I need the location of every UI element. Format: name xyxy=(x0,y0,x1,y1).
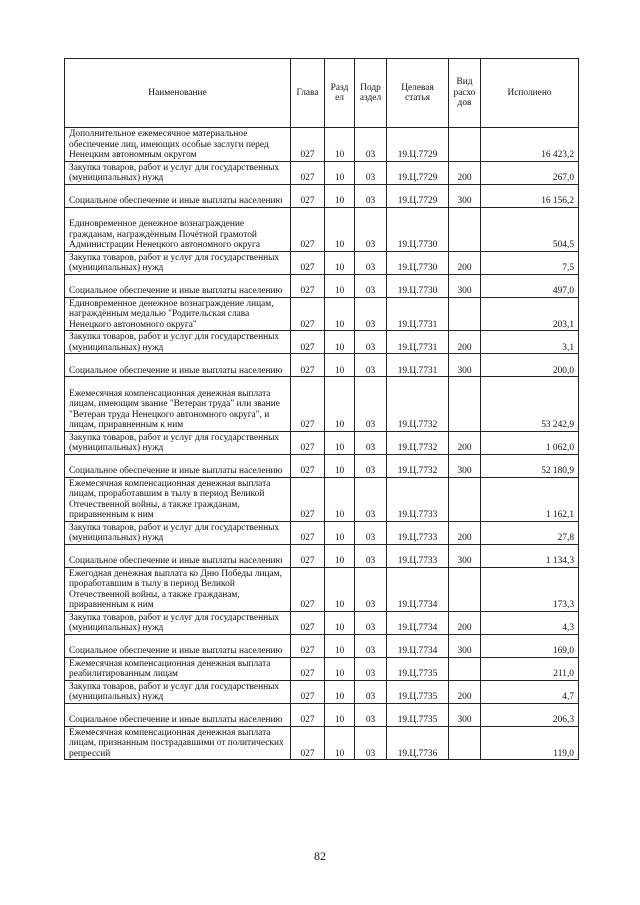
row-target: 19.Ц.7735 xyxy=(387,680,449,703)
row-chapter: 027 xyxy=(291,161,325,184)
row-section: 10 xyxy=(325,567,355,611)
table-row xyxy=(65,454,579,477)
row-target: 19.Ц.7732 xyxy=(387,454,449,477)
row-target: 19.Ц.7734 xyxy=(387,634,449,657)
row-expense-type: 200 xyxy=(449,680,481,703)
row-executed: 52 180,9 xyxy=(481,454,579,477)
row-expense-type: 200 xyxy=(449,521,481,544)
row-chapter: 027 xyxy=(291,454,325,477)
row-chapter: 027 xyxy=(291,377,325,432)
row-section: 10 xyxy=(325,634,355,657)
header-executed: Исполнено xyxy=(481,59,579,128)
table-row xyxy=(65,634,579,657)
table-row xyxy=(65,703,579,726)
row-executed: 1 062,0 xyxy=(481,431,579,454)
row-name: Закупка товаров, работ и услуг для государственных (муниципальных) нужд xyxy=(65,251,291,274)
table-header-row xyxy=(65,59,579,128)
header-section: Разд ел xyxy=(325,59,355,128)
page-number: 82 xyxy=(314,849,326,863)
row-target: 19.Ц.7734 xyxy=(387,567,449,611)
row-name: Социальное обеспечение и иные выплаты населению xyxy=(65,634,291,657)
row-subsection: 03 xyxy=(355,634,387,657)
row-name: Ежегодная денежная выплата ко Дню Победы лицам, проработавшим в тылу в период Великой Отечественной войны, а также гражданам, приравненным к ним xyxy=(65,567,291,611)
row-expense-type: 300 xyxy=(449,634,481,657)
row-executed: 267,0 xyxy=(481,161,579,184)
table-row xyxy=(65,161,579,184)
table-row xyxy=(65,544,579,567)
row-executed: 1 162,1 xyxy=(481,477,579,521)
row-expense-type: 300 xyxy=(449,454,481,477)
table-body xyxy=(65,128,579,760)
row-executed: 27,8 xyxy=(481,521,579,544)
row-subsection: 03 xyxy=(355,184,387,207)
row-target: 19.Ц.7733 xyxy=(387,544,449,567)
row-section: 10 xyxy=(325,331,355,354)
row-executed: 211,0 xyxy=(481,657,579,680)
row-subsection: 03 xyxy=(355,611,387,634)
table-row xyxy=(65,207,579,251)
row-section: 10 xyxy=(325,207,355,251)
row-expense-type: 300 xyxy=(449,703,481,726)
table-row xyxy=(65,680,579,703)
header-name: Наименование xyxy=(65,59,291,128)
row-target: 19.Ц.7731 xyxy=(387,297,449,331)
row-name: Социальное обеспечение и иные выплаты населению xyxy=(65,544,291,567)
row-name: Закупка товаров, работ и услуг для государственных (муниципальных) нужд xyxy=(65,331,291,354)
row-section: 10 xyxy=(325,680,355,703)
row-name: Единовременное денежное вознаграждение лицам, награждённым медалью "Родительская слава Ненецкого автономного округа" xyxy=(65,297,291,331)
row-subsection: 03 xyxy=(355,354,387,377)
row-chapter: 027 xyxy=(291,128,325,162)
row-executed: 119,0 xyxy=(481,726,579,760)
table-row xyxy=(65,297,579,331)
row-executed: 16 156,2 xyxy=(481,184,579,207)
row-section: 10 xyxy=(325,544,355,567)
row-executed: 173,3 xyxy=(481,567,579,611)
row-subsection: 03 xyxy=(355,377,387,432)
row-target: 19.Ц.7732 xyxy=(387,377,449,432)
row-expense-type xyxy=(449,477,481,521)
table-row xyxy=(65,354,579,377)
table-row xyxy=(65,567,579,611)
row-subsection: 03 xyxy=(355,297,387,331)
row-chapter: 027 xyxy=(291,354,325,377)
row-section: 10 xyxy=(325,297,355,331)
table-row xyxy=(65,128,579,162)
table-row xyxy=(65,251,579,274)
row-expense-type xyxy=(449,567,481,611)
row-executed: 4,3 xyxy=(481,611,579,634)
row-chapter: 027 xyxy=(291,297,325,331)
row-section: 10 xyxy=(325,354,355,377)
row-expense-type xyxy=(449,726,481,760)
row-section: 10 xyxy=(325,703,355,726)
row-expense-type xyxy=(449,377,481,432)
row-chapter: 027 xyxy=(291,726,325,760)
row-expense-type: 300 xyxy=(449,544,481,567)
row-chapter: 027 xyxy=(291,184,325,207)
row-subsection: 03 xyxy=(355,207,387,251)
row-section: 10 xyxy=(325,521,355,544)
row-subsection: 03 xyxy=(355,703,387,726)
row-expense-type xyxy=(449,297,481,331)
row-name: Социальное обеспечение и иные выплаты населению xyxy=(65,703,291,726)
row-name: Дополнительное ежемесячное материальное обеспечение лиц, имеющих особые заслуги перед Ненецким автономным округом xyxy=(65,128,291,162)
row-executed: 1 134,3 xyxy=(481,544,579,567)
budget-table xyxy=(64,58,579,760)
row-subsection: 03 xyxy=(355,521,387,544)
row-name: Закупка товаров, работ и услуг для государственных (муниципальных) нужд xyxy=(65,161,291,184)
row-subsection: 03 xyxy=(355,161,387,184)
row-name: Социальное обеспечение и иные выплаты населению xyxy=(65,354,291,377)
table-row xyxy=(65,377,579,432)
table-row xyxy=(65,521,579,544)
row-chapter: 027 xyxy=(291,331,325,354)
row-section: 10 xyxy=(325,726,355,760)
row-executed: 203,1 xyxy=(481,297,579,331)
row-executed: 200,0 xyxy=(481,354,579,377)
row-expense-type: 200 xyxy=(449,251,481,274)
row-chapter: 027 xyxy=(291,274,325,297)
row-expense-type: 200 xyxy=(449,331,481,354)
row-section: 10 xyxy=(325,657,355,680)
row-section: 10 xyxy=(325,184,355,207)
row-section: 10 xyxy=(325,161,355,184)
row-chapter: 027 xyxy=(291,611,325,634)
row-chapter: 027 xyxy=(291,251,325,274)
row-target: 19.Ц.7735 xyxy=(387,657,449,680)
row-section: 10 xyxy=(325,431,355,454)
row-expense-type xyxy=(449,128,481,162)
table-row xyxy=(65,611,579,634)
header-target: Целевая статья xyxy=(387,59,449,128)
row-subsection: 03 xyxy=(355,477,387,521)
row-target: 19.Ц.7733 xyxy=(387,521,449,544)
row-section: 10 xyxy=(325,477,355,521)
row-target: 19.Ц.7730 xyxy=(387,207,449,251)
row-section: 10 xyxy=(325,274,355,297)
row-executed: 504,5 xyxy=(481,207,579,251)
row-name: Ежемесячная компенсационная денежная выплата лицам, имеющим звание "Ветеран труда" или звание "Ветеран труда Ненецкого автономного округа", и лицам, приравненным к ним xyxy=(65,377,291,432)
row-target: 19.Ц.7729 xyxy=(387,184,449,207)
row-target: 19.Ц.7730 xyxy=(387,251,449,274)
table-row xyxy=(65,331,579,354)
row-chapter: 027 xyxy=(291,477,325,521)
row-name: Социальное обеспечение и иные выплаты населению xyxy=(65,454,291,477)
row-name: Закупка товаров, работ и услуг для государственных (муниципальных) нужд xyxy=(65,521,291,544)
row-subsection: 03 xyxy=(355,454,387,477)
row-subsection: 03 xyxy=(355,567,387,611)
row-executed: 7,5 xyxy=(481,251,579,274)
row-expense-type: 300 xyxy=(449,274,481,297)
row-chapter: 027 xyxy=(291,680,325,703)
row-target: 19.Ц.7729 xyxy=(387,128,449,162)
row-subsection: 03 xyxy=(355,726,387,760)
row-chapter: 027 xyxy=(291,567,325,611)
row-name: Ежемесячная компенсационная денежная выплата реабилитированным лицам xyxy=(65,657,291,680)
row-name: Единовременное денежное вознаграждение гражданам, награждённым Почётной грамотой Администрации Ненецкого автономного округа xyxy=(65,207,291,251)
row-expense-type: 200 xyxy=(449,611,481,634)
header-subsection: Подр аздел xyxy=(355,59,387,128)
row-name: Ежемесячная компенсационная денежная выплата лицам, проработавшим в тылу в период Великой Отечественной войны, а также гражданам, приравненным к ним xyxy=(65,477,291,521)
row-name: Закупка товаров, работ и услуг для государственных (муниципальных) нужд xyxy=(65,680,291,703)
row-expense-type xyxy=(449,657,481,680)
row-chapter: 027 xyxy=(291,657,325,680)
row-executed: 169,0 xyxy=(481,634,579,657)
row-chapter: 027 xyxy=(291,703,325,726)
table-row xyxy=(65,431,579,454)
row-name: Закупка товаров, работ и услуг для государственных (муниципальных) нужд xyxy=(65,611,291,634)
row-target: 19.Ц.7730 xyxy=(387,274,449,297)
row-executed: 206,3 xyxy=(481,703,579,726)
row-subsection: 03 xyxy=(355,274,387,297)
header-chapter: Глава xyxy=(291,59,325,128)
row-expense-type: 300 xyxy=(449,184,481,207)
row-expense-type: 200 xyxy=(449,161,481,184)
row-name: Ежемесячная компенсационная денежная выплата лицам, признанным пострадавшими от политических репрессий xyxy=(65,726,291,760)
table-row xyxy=(65,477,579,521)
row-executed: 3,1 xyxy=(481,331,579,354)
row-target: 19.Ц.7731 xyxy=(387,354,449,377)
table-row xyxy=(65,726,579,760)
row-executed: 4,7 xyxy=(481,680,579,703)
row-target: 19.Ц.7734 xyxy=(387,611,449,634)
row-target: 19.Ц.7729 xyxy=(387,161,449,184)
header-expense-type: Вид расхо дов xyxy=(449,59,481,128)
row-section: 10 xyxy=(325,454,355,477)
row-target: 19.Ц.7733 xyxy=(387,477,449,521)
row-target: 19.Ц.7731 xyxy=(387,331,449,354)
row-section: 10 xyxy=(325,128,355,162)
row-subsection: 03 xyxy=(355,331,387,354)
row-name: Социальное обеспечение и иные выплаты населению xyxy=(65,274,291,297)
row-chapter: 027 xyxy=(291,544,325,567)
row-target: 19.Ц.7736 xyxy=(387,726,449,760)
row-executed: 16 423,2 xyxy=(481,128,579,162)
table-row xyxy=(65,184,579,207)
table-row xyxy=(65,274,579,297)
row-expense-type: 300 xyxy=(449,354,481,377)
row-target: 19.Ц.7732 xyxy=(387,431,449,454)
row-name: Социальное обеспечение и иные выплаты населению xyxy=(65,184,291,207)
table-row xyxy=(65,657,579,680)
row-subsection: 03 xyxy=(355,431,387,454)
row-executed: 497,0 xyxy=(481,274,579,297)
row-executed: 53 242,9 xyxy=(481,377,579,432)
row-subsection: 03 xyxy=(355,251,387,274)
row-chapter: 027 xyxy=(291,431,325,454)
row-chapter: 027 xyxy=(291,634,325,657)
row-expense-type xyxy=(449,207,481,251)
row-target: 19.Ц.7735 xyxy=(387,703,449,726)
row-chapter: 027 xyxy=(291,521,325,544)
row-section: 10 xyxy=(325,377,355,432)
row-section: 10 xyxy=(325,251,355,274)
row-subsection: 03 xyxy=(355,680,387,703)
row-section: 10 xyxy=(325,611,355,634)
row-expense-type: 200 xyxy=(449,431,481,454)
row-subsection: 03 xyxy=(355,544,387,567)
row-name: Закупка товаров, работ и услуг для государственных (муниципальных) нужд xyxy=(65,431,291,454)
row-chapter: 027 xyxy=(291,207,325,251)
row-subsection: 03 xyxy=(355,657,387,680)
row-subsection: 03 xyxy=(355,128,387,162)
